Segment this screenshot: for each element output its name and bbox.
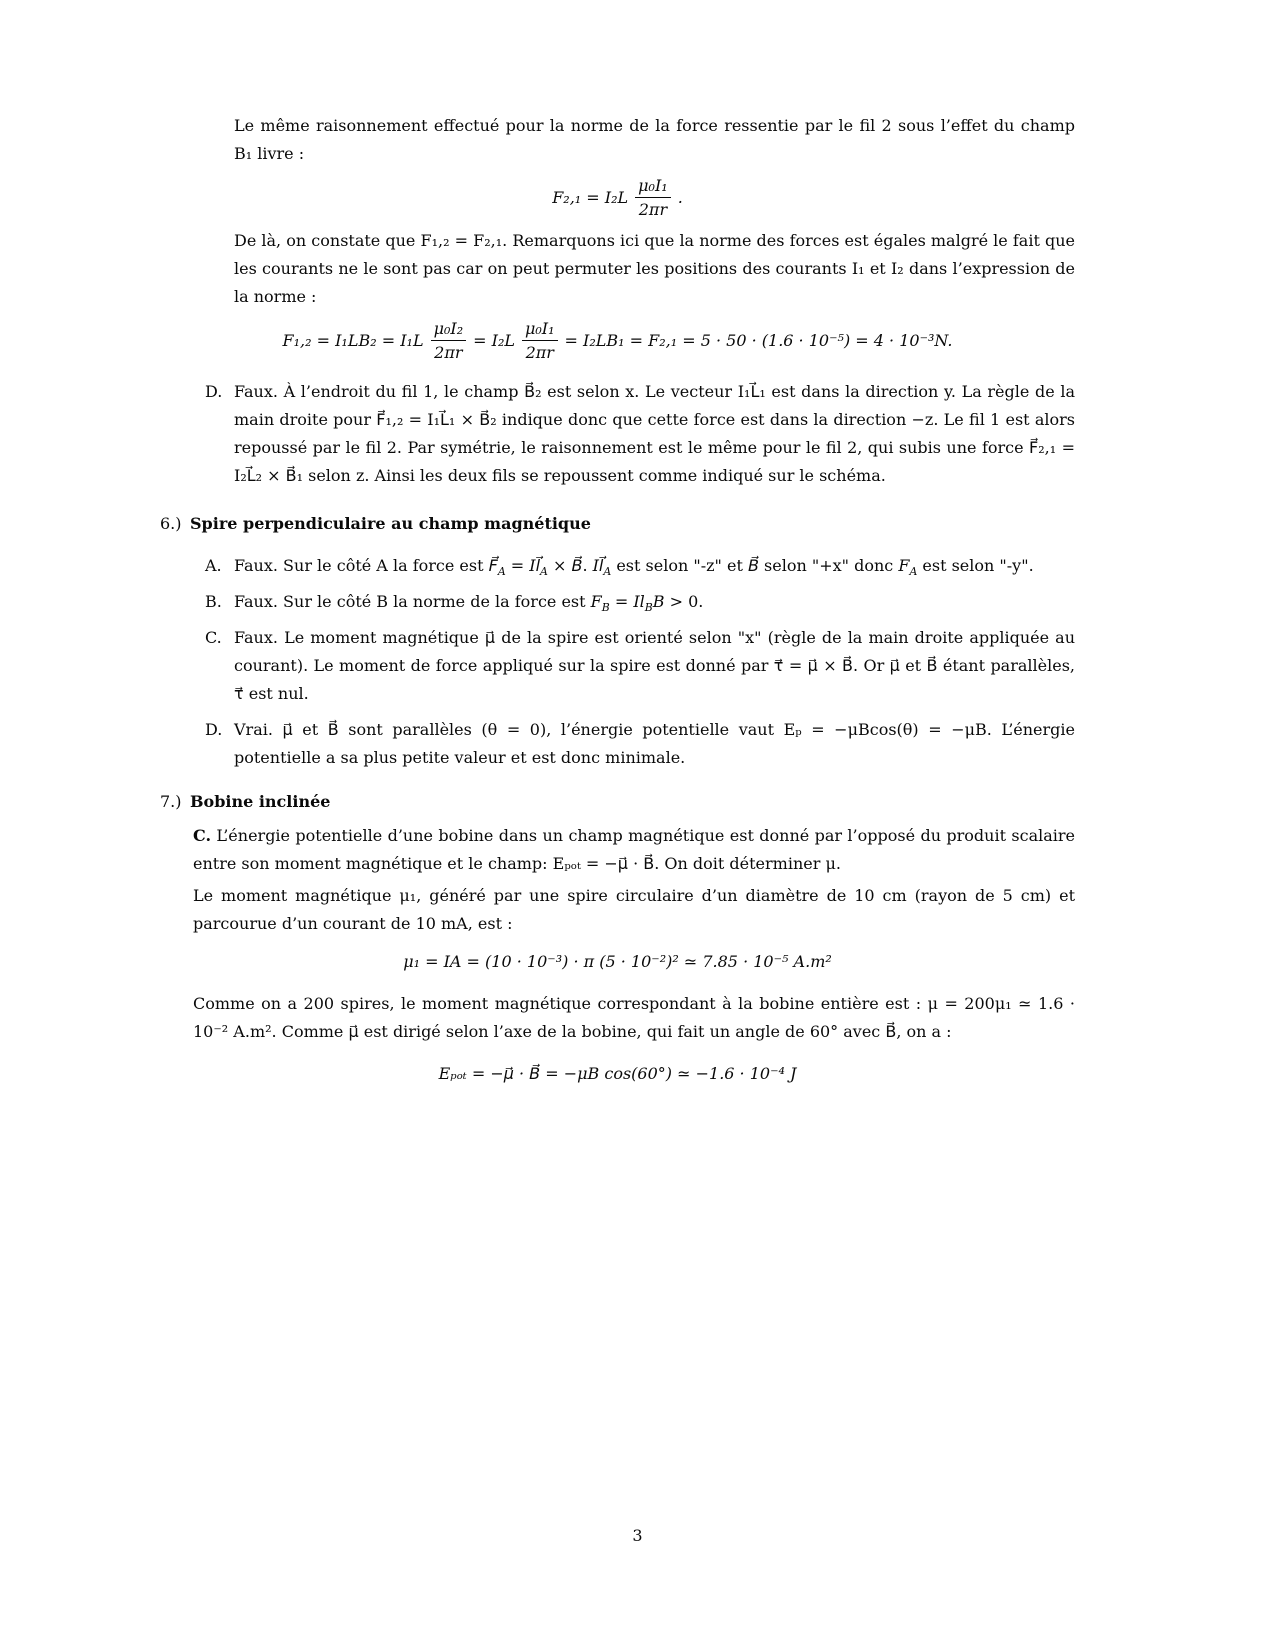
- paragraph-q7-answer-c: [193, 822, 1075, 878]
- section-question5-continuation: [160, 112, 1075, 490]
- answer-item-q6-b: [205, 588, 1075, 616]
- item-label-d6: D.: [205, 720, 223, 739]
- answer-item-q5-d: [205, 378, 1075, 490]
- equation-mu1-text: μ₁ = IA = (10 · 10⁻³) · π (5 · 10⁻²)² ≃ 7.85 · 10⁻⁵ A.m²: [403, 952, 832, 971]
- equation-chain-part2: = I₂L: [473, 330, 515, 350]
- equation-chain-part3: = I₂LB₁ = F₂,₁ = 5 · 50 · (1.6 · 10⁻⁵) = 4 · 10⁻³N.: [564, 330, 953, 350]
- page-number: 3: [632, 1526, 643, 1545]
- question6-heading: [160, 510, 1075, 538]
- page-footer: [0, 1522, 1275, 1550]
- fraction-mu0I1-2pir: $\frac{\text{μ₀I₁}}{2\pi r}$: [635, 174, 671, 221]
- item-label-c: C.: [205, 628, 222, 647]
- paragraph-constat-forces: De là, on constate que F₁,₂ = F₂,₁. Remarquons ici que la norme des forces est égales malgré le fait que les courants ne le sont pas car on peut permuter les positions des courants I₁ et I₂ dans l’expression de la norme :: [234, 231, 1075, 306]
- answer-label-c: C.: [193, 826, 212, 845]
- question7-title: Bobine inclinée: [190, 792, 331, 811]
- item-text-q6-b: Faux. Sur le côté B la norme de la force est $F_B = Il_BB > 0$.: [234, 592, 704, 615]
- section-question7: [160, 788, 1075, 1088]
- paragraph-q7-answer-c-text: L’énergie potentielle d’une bobine dans un champ magnétique est donné par l’opposé du produit scalaire entre son moment magnétique et le champ: Eₚₒₜ = −μ⃗ · B⃗. On doit déterminer μ.: [193, 826, 1075, 873]
- page-content: [160, 112, 1075, 1088]
- paragraph-200-spires: Comme on a 200 spires, le moment magnétique correspondant à la bobine entière est : μ = 200μ₁ ≃ 1.6 · 10⁻² A.m². Comme μ⃗ est dirigé selon l’axe de la bobine, qui fait un angle de 60° avec B⃗, on a :: [193, 994, 1075, 1041]
- equation-epot: [160, 1060, 1075, 1088]
- question7-heading: [160, 788, 1075, 816]
- item-text-q5-d: Faux. À l’endroit du fil 1, le champ B⃗₂ est selon x. Le vecteur I₁L⃗₁ est dans la direction y. La règle de la main droite pour F⃗₁,₂ = I₁L⃗₁ × B⃗₂ indique donc que cette force est dans la direction −z. Le fil 1 est alors repoussé par le fil 2. Par symétrie, le raisonnement est le même pour le fil 2, qui subis une force F⃗₂,₁ = I₂L⃗₂ × B⃗₁ selon z. Ainsi les deux fils se repoussent comme indiqué sur le schéma.: [234, 382, 1075, 485]
- equation-mu1: [160, 948, 1075, 976]
- section-question6: [160, 510, 1075, 772]
- question7-number: 7.): [160, 792, 182, 811]
- item-text-q6-a: Faux. Sur le côté A la force est $F⃗_A$ = $Il⃗_A$ × B⃗. $Il⃗_A$ est selon "-z" et B⃗ selon "+x" donc $F_A$ est selon "-y".: [234, 556, 1034, 579]
- item-text-q6-c: Faux. Le moment magnétique μ⃗ de la spire est orienté selon "x" (règle de la main droite appliquée au courant). Le moment de force appliqué sur la spire est donné par τ⃗ = μ⃗ × B⃗. Or μ⃗ et B⃗ étant parallèles, τ⃗ est nul.: [234, 628, 1075, 703]
- equation-epot-text: Eₚₒₜ = −μ⃗ · B⃗ = −μB cos(60°) ≃ −1.6 · 10⁻⁴ J: [438, 1064, 797, 1083]
- paragraph-raisonnement-fil2: Le même raisonnement effectué pour la norme de la force ressentie par le fil 2 sous l’effet du champ B₁ livre :: [234, 116, 1075, 163]
- question6-title: Spire perpendiculaire au champ magnétique: [190, 514, 591, 533]
- answer-item-q6-a: [205, 552, 1075, 580]
- answer-item-q6-c: [205, 624, 1075, 708]
- fraction-mu0I1-2pir-2: $\frac{\text{μ₀I₁}}{2\pi r}$: [522, 317, 558, 364]
- item-label-b: B.: [205, 592, 222, 611]
- equation-f21: [160, 174, 1075, 221]
- equation-chain-part1: F₁,₂ = I₁LB₂ = I₁L: [282, 330, 424, 350]
- item-text-q6-d: Vrai. μ⃗ et B⃗ sont parallèles (θ = 0), l’énergie potentielle vaut Eₚ = −μBcos(θ) = −μB. L’énergie potentielle a sa plus petite valeur et est donc minimale.: [234, 720, 1075, 767]
- equation-chain-f12: [160, 317, 1075, 364]
- item-label-a: A.: [205, 556, 222, 575]
- equation-f21-period: .: [677, 187, 683, 207]
- question6-number: 6.): [160, 514, 182, 533]
- fraction-mu0I2-2pir: $\frac{\text{μ₀I₂}}{2\pi r}$: [431, 317, 467, 364]
- equation-f21-lhs: F₂,₁ = I₂L: [552, 187, 629, 207]
- answer-item-q6-d: [205, 716, 1075, 772]
- paragraph-moment-magnetique: Le moment magnétique μ₁, généré par une spire circulaire d’un diamètre de 10 cm (rayon de 5 cm) et parcourue d’un courant de 10 mA, est :: [193, 886, 1075, 933]
- item-label-d: D.: [205, 382, 223, 401]
